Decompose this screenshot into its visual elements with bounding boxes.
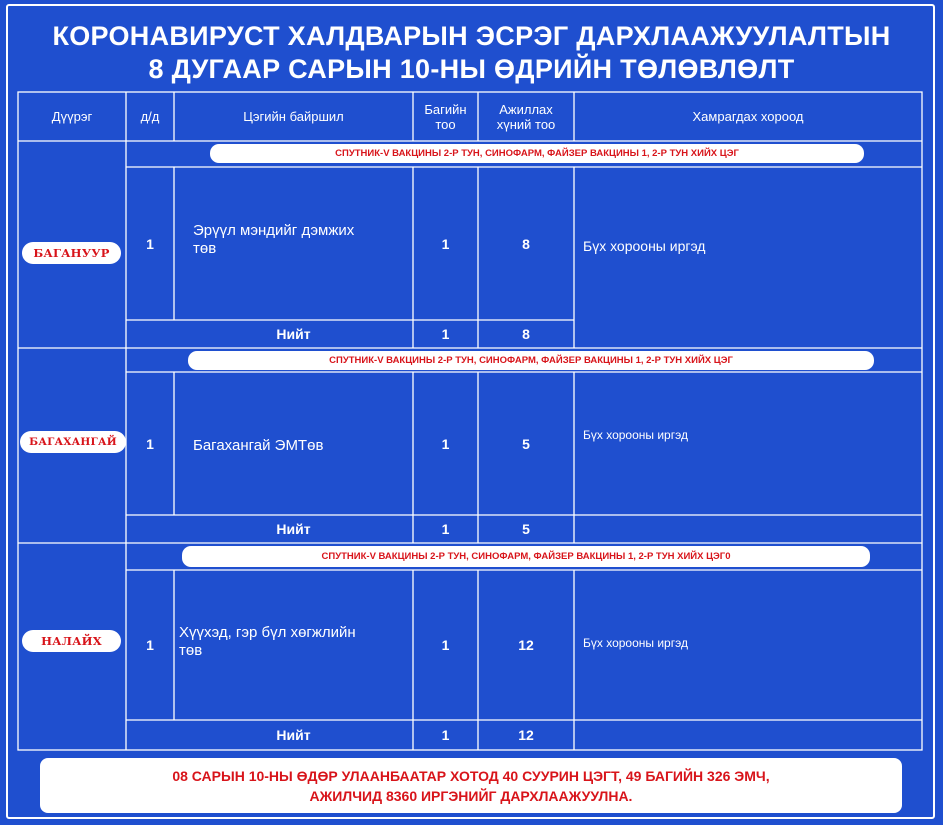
total-teams: 1: [441, 727, 450, 743]
location-line-1: Хүүхэд, гэр бүл хөгжлийн: [179, 624, 356, 641]
footer-line-1: 08 САРЫН 10-НЫ ӨДӨР УЛААНБААТАР ХОТОД 40 СУУРИН ЦЭГТ, 49 БАГИЙН 326 ЭМЧ,: [172, 767, 770, 784]
header-no: д/д: [140, 109, 160, 124]
vaccine-banner: СПУТНИК-V ВАКЦИНЫ 2-Р ТУН, СИНОФАРМ, ФАЙЗЕР ВАКЦИНЫ 1, 2-Р ТУН ХИЙХ ЦЭГ: [188, 351, 874, 370]
title-line-2: 8 ДУГААР САРЫН 10-НЫ ӨДРИЙН ТӨЛӨВЛӨЛТ: [148, 54, 795, 84]
header-staff: [478, 92, 574, 141]
header-staff-line2: хүний тоо: [496, 116, 556, 132]
total-teams: 1: [441, 521, 450, 537]
header-teams-line1: Багийн: [424, 101, 467, 117]
location-name: [193, 437, 408, 455]
team-count: 1: [441, 435, 450, 452]
vaccine-banner: СПУТНИК-V ВАКЦИНЫ 2-Р ТУН, СИНОФАРМ, ФАЙЗЕР ВАКЦИНЫ 1, 2-Р ТУН ХИЙХ ЦЭГ: [210, 144, 864, 163]
district-label: БАГАНУУР: [22, 242, 121, 264]
total-staff: 5: [522, 521, 530, 537]
header-staff-line1: Ажиллах: [499, 101, 553, 117]
footer-line-2: АЖИЛЧИД 8360 ИРГЭНИЙГ ДАРХЛААЖУУЛНА.: [309, 787, 633, 804]
total-label: Нийт: [276, 727, 311, 743]
total-label: Нийт: [276, 521, 311, 537]
team-count: 1: [441, 637, 450, 653]
header-teams: [413, 92, 478, 141]
location-line-1: Багахангай ЭМТөв: [193, 437, 324, 454]
team-count: 1: [441, 235, 450, 252]
location-name: [179, 624, 409, 660]
coverage-text: Бүх хорооны иргэд: [583, 636, 688, 650]
page-title: [0, 20, 943, 86]
staff-count: 12: [518, 637, 534, 653]
total-staff: 12: [518, 727, 534, 743]
district-label: БАГАХАНГАЙ: [20, 431, 126, 453]
location-name: [193, 222, 408, 258]
row-number: 1: [146, 637, 154, 653]
location-line-2: төв: [193, 240, 217, 257]
header-location: Цэгийн байршил: [243, 109, 344, 124]
row-number: 1: [146, 435, 154, 452]
district-label: НАЛАЙХ: [22, 630, 121, 652]
header-district: Дүүрэг: [51, 109, 93, 124]
staff-count: 5: [522, 435, 530, 452]
coverage-text: Бүх хорооны иргэд: [583, 428, 688, 442]
title-line-1: КОРОНАВИРУСТ ХАЛДВАРЫН ЭСРЭГ ДАРХЛААЖУУЛАЛТЫН: [52, 21, 891, 51]
staff-count: 8: [522, 235, 530, 252]
header-teams-line2: тоо: [435, 116, 456, 132]
total-teams: 1: [441, 326, 450, 342]
coverage-text: Бүх хорооны иргэд: [583, 238, 706, 254]
header-coverage: Хамрагдах хороод: [692, 109, 804, 124]
total-label: Нийт: [276, 326, 311, 342]
location-line-2: төв: [179, 642, 203, 659]
vaccine-banner: СПУТНИК-V ВАКЦИНЫ 2-Р ТУН, СИНОФАРМ, ФАЙЗЕР ВАКЦИНЫ 1, 2-Р ТУН ХИЙХ ЦЭГ0: [182, 546, 870, 567]
summary-footer: [40, 758, 902, 813]
total-staff: 8: [522, 326, 530, 342]
row-number: 1: [146, 235, 154, 252]
location-line-1: Эрүүл мэндийг дэмжих: [193, 222, 355, 239]
